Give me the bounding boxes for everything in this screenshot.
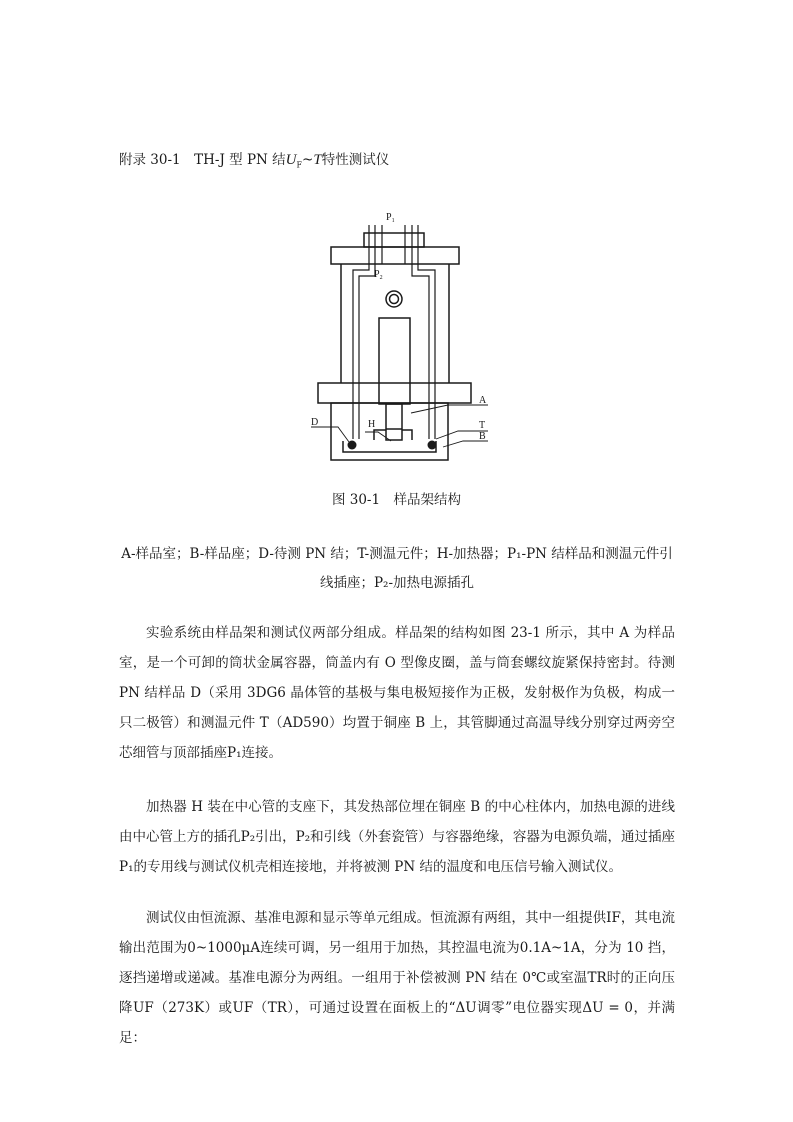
top-cap [364, 233, 424, 247]
center-rod [379, 318, 410, 404]
p2-socket-inner [390, 295, 399, 304]
lid [331, 247, 459, 264]
heading-suffix: 特性测试仪 [321, 152, 390, 168]
label-p2: $P_2$ [374, 269, 383, 281]
base-tray [343, 441, 436, 452]
heading-var-u: U [285, 152, 297, 168]
paragraph-structure: 实验系统由样品架和测试仪两部分组成。样品架的结构如图 23-1 所示，其中 A 为样品室，是一个可卸的筒状金属容器，筒盖内有 O 型像皮圈，盖与筒套螺纹旋紧保持密封。待测 PN 结样品 D（采用 3DG6 晶体管的基极与集电极短接作为正极，发射极作为负极，构成一只二极管）和测温元件 T（AD590）均置于铜座 B 上，其管脚通过高温导线分别穿过两旁空芯细管与顶部插座P₁连接。 [119, 625, 675, 761]
rod-stem [386, 404, 402, 429]
paragraph-tester: 测试仪由恒流源、基准电源和显示等单元组成。恒流源有两组，其中一组提供IF，其电流输出范围为0~1000μA连续可调，另一组用于加热，其控温电流为0.1A~1A，分为 10 挡，逐挡递增或递减。基准电源分为两组。一组用于补偿被测 PN 结在 0℃或室温TR时的正向压降UF（273K）或UF（TR），可通过设置在面板上的“ΔU调零”电位器实现ΔU = 0，并满足： [119, 910, 675, 1046]
wire-left-inner [359, 225, 375, 439]
heater-base [374, 430, 412, 440]
leader-a [411, 405, 488, 413]
heading-var-t: T [313, 152, 322, 168]
heading-var-u-sub: F [296, 160, 303, 170]
wire-left-outer [353, 225, 369, 439]
p2-socket-outer [386, 291, 402, 307]
legend-line-1: A-样品室；B-样品座；D-待测 PN 结；T-测温元件；H-加热器；P₁-PN 结样品和测温元件引 [121, 546, 673, 562]
heading-tilde: ~ [302, 152, 314, 168]
heading-prefix: 附录 30-1 TH-J 型 PN 结 [119, 152, 286, 168]
wire-right-inner [412, 225, 429, 439]
paragraph-heater: 加热器 H 装在中心管的支座下，其发热部位埋在铜座 B 的中心柱体内，加热电源的进线由中心管上方的插孔P₂引出，P₂和引线（外套瓷管）与容器绝缘，容器为电源负端，通过插座P₁的专用线与测试仪机壳相连接地，并将被测 PN 结的温度和电压信号输入测试仪。 [119, 799, 675, 875]
sample-holder-figure [283, 195, 508, 475]
wire-right-outer [418, 225, 435, 439]
leader-d [311, 427, 349, 442]
label-p1: $P_1$ [386, 212, 395, 224]
legend-line-2: 线插座；P₂-加热电源插孔 [319, 575, 475, 591]
label-h: H [368, 419, 376, 430]
temp-sensor-dot [428, 441, 437, 450]
appendix-heading [119, 148, 389, 170]
label-a: A [479, 395, 487, 406]
figure-legend [119, 540, 675, 598]
label-b: B [479, 431, 486, 442]
flange [318, 383, 471, 403]
figure-caption: 图 30-1 样品架结构 [331, 492, 462, 508]
label-d: D [311, 417, 319, 428]
label-t: T [479, 420, 486, 431]
